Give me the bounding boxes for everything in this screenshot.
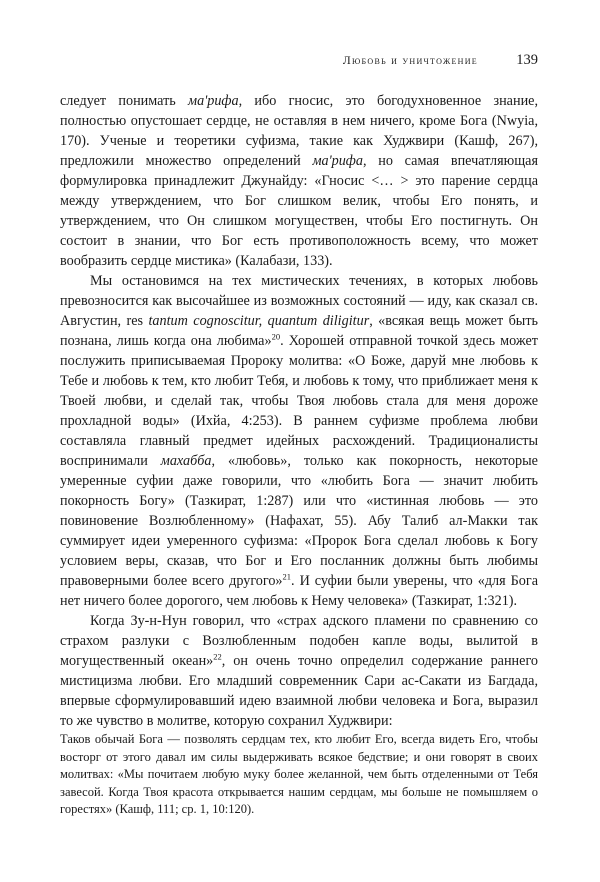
paragraph-1 — [60, 91, 538, 271]
block-quote: Таков обычай Бога — позволять сердцам тех, кто любит Его, всегда видеть Его, чтобы восторг от этого давал им силы выдерживать всякое бедствие; и они говорят в своих молитвах: «Мы почитаем любую муку более желанной, чем быть отделенными от Тебя завесой. Когда Твоя красота открывается нашим сердцам, мы больше не помышляем о горестях» (Кашф, 111; ср. 1, 10:120). — [60, 732, 538, 816]
p2-text-4: , «любовь», только как покорность, некоторые умеренные суфии даже говорили, что «любить Бога — значит любить покорность Богу» (Тазкират, 1:287) или что «истинная любовь — это повиновение Возлюбленному» (Нафахат, 55). Абу Талиб ал-Макки так суммирует идеи умеренного суфизма: «Пророк Бога сделал любовь к Богу условием веры, сказав, что Бог и Его посланник должны быть любимы правоверными более всего другого» — [60, 453, 538, 589]
page-header — [60, 52, 538, 74]
term-mahabba: махабба — [160, 453, 212, 469]
paragraph-2 — [60, 271, 538, 611]
p3-text-2: , он очень точно определил содержание раннего мистицизма любви. Его младший современник Сари ас-Сакати из Багдада, впервые сформулировавший идею взаимной любви человека и Бога, выразил то же чувство в молитве, которую сохранил Худжвири: — [60, 653, 538, 729]
latin-phrase: tantum cognoscitur, quantum diligitur — [148, 313, 370, 329]
term-marifa: ма'рифа — [188, 93, 239, 109]
body-text — [60, 91, 538, 819]
p2-text-5: . И суфии были уверены, что «для Бога нет ничего более дорогого, чем любовь к Нему человека» (Тазкират, 1:321). — [60, 573, 538, 609]
footnote-ref-21: 21 — [282, 571, 292, 582]
p2-text-2: , «всякая вещь может быть познана, лишь когда она любима» — [60, 313, 538, 349]
paragraph-3 — [60, 611, 538, 731]
p2-text-3: . Хорошей отправной точкой здесь может послужить приписываемая Пророку молитва: «О Боже, даруй мне любовь к Тебе и любовь к тем, кто любит Тебя, и любовь к тому, что приближает меня к Твоей любви, и сделай так, чтобы Твоя любовь стала для меня дороже прохладной воды» (Ихйа, 4:253). В раннем суфизме проблема любви составляла главный предмет идейных расхождений. Традиционалисты воспринимали — [60, 333, 538, 469]
page-number: 139 — [516, 52, 538, 68]
footnote-ref-22: 22 — [213, 651, 222, 662]
p1-text-1: следует понимать — [60, 93, 189, 109]
p2-text-1: Мы остановимся на тех мистических течениях, в которых любовь превозносится как высочайшее из возможных состояний — иду, как сказал св. Августин, res — [60, 273, 538, 329]
p1-text-3: , но самая впечатляющая формулировка принадлежит Джунайду: «Гносис <… > это парение сердца между утверждением, что Бог слишком велик, чтобы Его понять, и утверждением, что Он слишком могуществен, чтобы Его постигнуть. Он состоит в знании, что Бог есть противоположность всему, что может вообразить сердце мистика» (Калабази, 133). — [60, 153, 538, 269]
footnote-ref-20: 20 — [271, 331, 281, 342]
p1-text-2: , ибо гносис, это богодухновенное знание, полностью опустошает сердце, не оставляя в нем ничего, кроме Бога (Nwyia, 170). Ученые и теоретики суфизма, такие как Худжвири (Кашф, 267), предложили множество определений — [60, 93, 539, 169]
running-head: Любовь и уничтожение — [342, 55, 478, 67]
term-marifa: ма'рифа — [312, 153, 363, 169]
p3-text-1: Когда Зу-н-Нун говорил, что «страх адского пламени по сравнению со страхом разлуки с Возлюбленным подобен капле воды, вылитой в могущественный океан» — [60, 613, 538, 669]
